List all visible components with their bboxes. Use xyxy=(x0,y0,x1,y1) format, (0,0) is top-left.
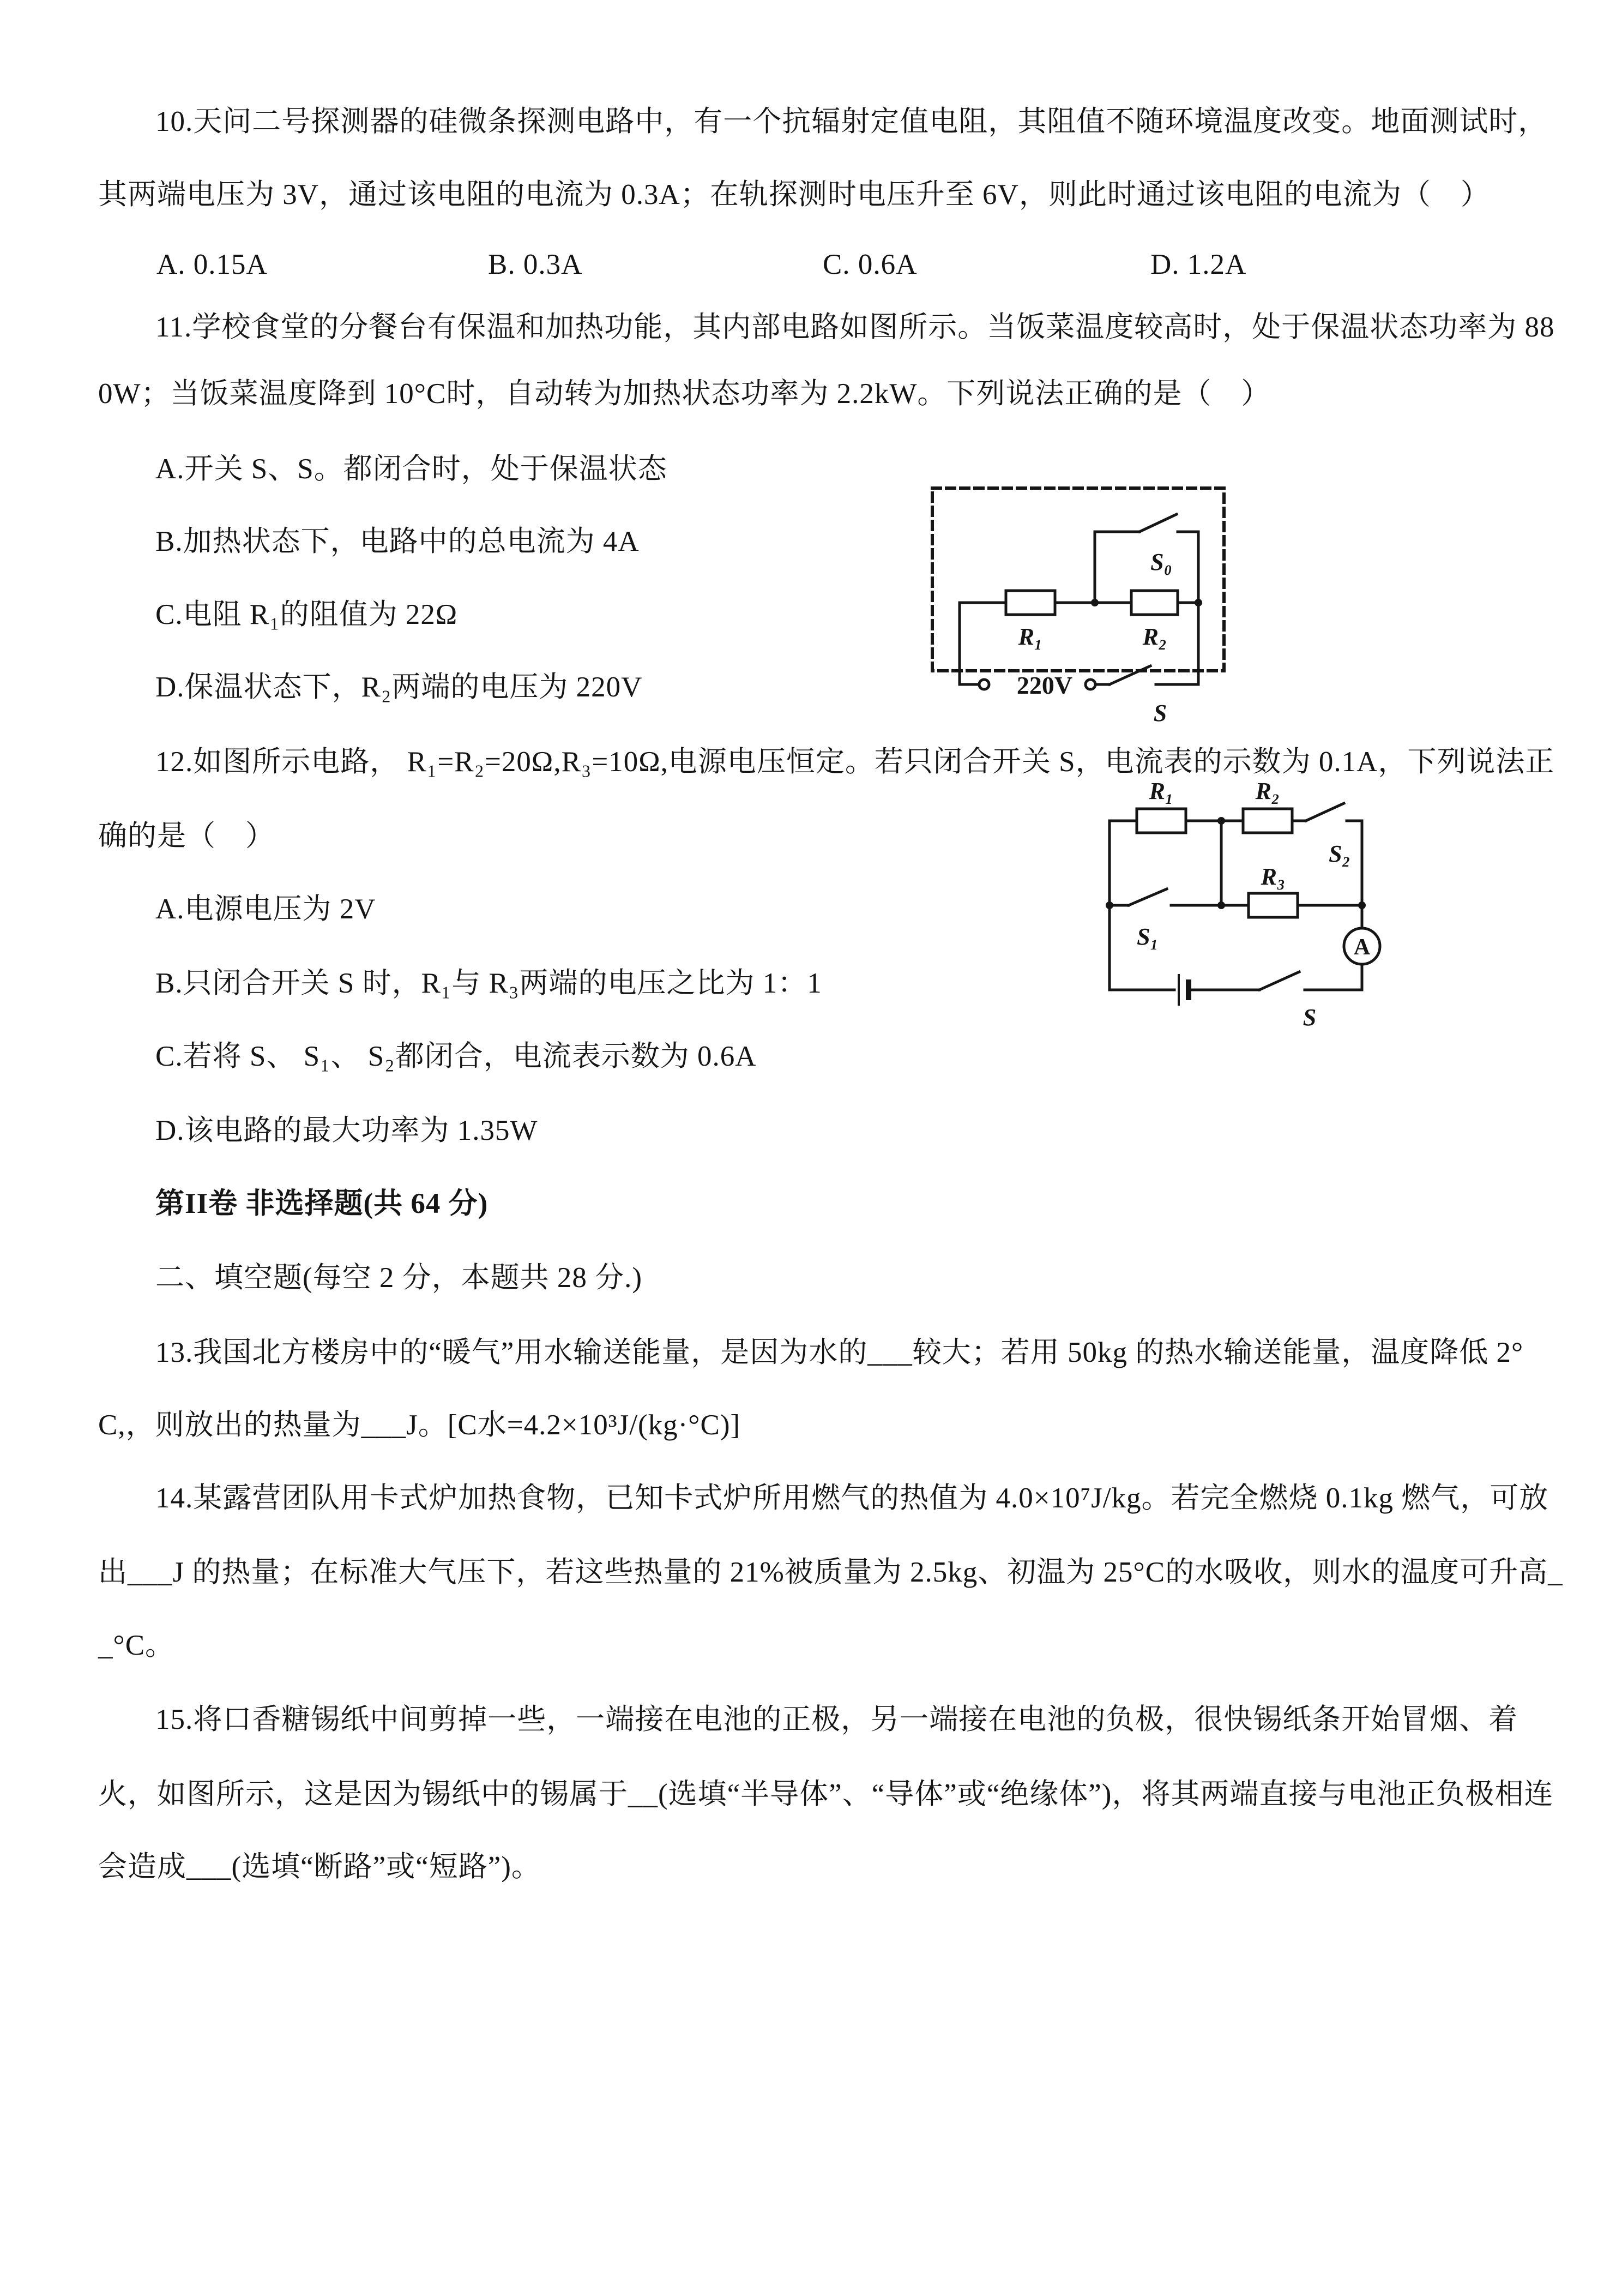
q15-line1: 15.将口香糖锡纸中间剪掉一些，一端接在电池的正极，另一端接在电池的负极，很快锡纸条开始冒烟、着 xyxy=(155,1704,1518,1735)
q15-line2: 火，如图所示，这是因为锡纸中的锡属于__(选填“半导体”、“导体”或“绝缘体”)，将其两端直接与电池正负极相连 xyxy=(98,1778,1554,1810)
switch-s0-blade xyxy=(1139,514,1177,532)
q14-line3: _°C。 xyxy=(98,1630,175,1661)
switch-s1-blade xyxy=(1129,889,1167,905)
switch-s-label: S xyxy=(1153,700,1167,726)
resistor-r1 xyxy=(1137,809,1186,833)
q10-line2: 其两端电压为 3V，通过该电阻的电流为 0.3A；在轨探测时电压升至 6V，则此时通过该电阻的电流为（ ） xyxy=(98,179,1490,211)
q12-line1: 12.如图所示电路， R₁=R₂=20Ω,R₃=10Ω,电源电压恒定。若只闭合开关 S，电流表的示数为 0.1A，下列说法正 xyxy=(155,746,1555,778)
fill-blank-heading: 二、填空题(每空 2 分，本题共 28 分.) xyxy=(155,1262,643,1294)
q13-line2: C,，则放出的热量为___J。[C水=4.2×10³J/(kg·°C)] xyxy=(98,1409,741,1441)
q14-line2: 出___J 的热量；在标准大气压下，若这些热量的 21%被质量为 2.5kg、初温为 25°C的水吸收，则水的温度可升高_ xyxy=(98,1556,1563,1588)
q15-line3: 会造成___(选填“断路”或“短路”)。 xyxy=(98,1851,541,1883)
q11-option-d: D.保温状态下，R₂两端的电压为 220V xyxy=(155,671,643,703)
appliance-dashed-box xyxy=(932,488,1224,671)
q12-circuit-diagram xyxy=(1090,774,1385,1031)
q12-line2: 确的是（ ） xyxy=(98,820,275,852)
resistor-r2-label: R₂ xyxy=(1255,778,1280,804)
q12-option-d: D.该电路的最大功率为 1.35W xyxy=(155,1115,538,1146)
resistor-r3 xyxy=(1249,893,1298,917)
junction-dot xyxy=(1195,599,1202,606)
resistor-r2-label: R₂ xyxy=(1142,623,1167,650)
q13-line1: 13.我国北方楼房中的“暖气”用水输送能量，是因为水的___较大；若用 50kg 的热水输送能量，温度降低 2° xyxy=(155,1337,1524,1368)
resistor-r1 xyxy=(1006,591,1055,615)
q10-options: B. 0.3A xyxy=(488,249,583,280)
supply-voltage-label: 220V xyxy=(1016,671,1073,699)
q12-option-c: C.若将 S、 S₁、 S₂都闭合，电流表示数为 0.6A xyxy=(155,1041,757,1072)
q10-options: D. 1.2A xyxy=(1150,249,1247,280)
q14-line1: 14.某露营团队用卡式炉加热食物，已知卡式炉所用燃气的热值为 4.0×10⁷J/kg。若完全燃烧 0.1kg 燃气，可放 xyxy=(155,1482,1549,1514)
q11-circuit-diagram xyxy=(921,474,1238,725)
ammeter-label: A xyxy=(1353,935,1371,960)
switch-s2-label: S₂ xyxy=(1329,840,1350,867)
section-ii-heading: 第II卷 非选择题(共 64 分) xyxy=(155,1188,489,1219)
q10-options: C. 0.6A xyxy=(823,249,918,280)
switch-s0-label: S₀ xyxy=(1150,549,1172,575)
junction-dot xyxy=(1358,901,1366,909)
q11-option-b: B.加热状态下，电路中的总电流为 4A xyxy=(155,526,640,557)
q11-line2: 0W；当饭菜温度降到 10°C时，自动转为加热状态功率为 2.2kW。下列说法正确的是（ ） xyxy=(98,378,1271,410)
junction-dot xyxy=(1217,817,1225,825)
switch-s-blade xyxy=(1110,666,1150,684)
q11-line1: 11.学校食堂的分餐台有保温和加热功能，其内部电路如图所示。当饭菜温度较高时，处于保温状态功率为 88 xyxy=(155,311,1555,343)
resistor-r2 xyxy=(1243,809,1292,833)
junction-dot xyxy=(1091,599,1099,606)
resistor-r2 xyxy=(1131,591,1178,615)
switch-s1-label: S₁ xyxy=(1137,923,1159,950)
supply-terminal-left xyxy=(979,680,989,689)
switch-s2-blade xyxy=(1306,803,1344,821)
supply-terminal-right xyxy=(1086,680,1095,689)
q10-line1: 10.天问二号探测器的硅微条探测电路中，有一个抗辐射定值电阻，其阻值不随环境温度改变。地面测试时， xyxy=(155,106,1548,137)
q10-options: A. 0.15A xyxy=(156,249,268,280)
q12-option-b: B.只闭合开关 S 时，R₁与 R₃两端的电压之比为 1：1 xyxy=(155,967,822,999)
q12-option-a: A.电源电压为 2V xyxy=(155,893,376,925)
resistor-r1-label: R₁ xyxy=(1149,778,1174,804)
resistor-r3-label: R₃ xyxy=(1261,863,1286,890)
resistor-r1-label: R₁ xyxy=(1018,623,1043,650)
q11-option-c: C.电阻 R₁的阻值为 22Ω xyxy=(155,599,458,630)
junction-dot xyxy=(1217,901,1225,909)
q11-option-a: A.开关 S、S。都闭合时，处于保温状态 xyxy=(155,453,667,485)
switch-s-label: S xyxy=(1303,1004,1317,1031)
junction-dot xyxy=(1106,901,1113,909)
switch-s-blade xyxy=(1259,972,1299,990)
